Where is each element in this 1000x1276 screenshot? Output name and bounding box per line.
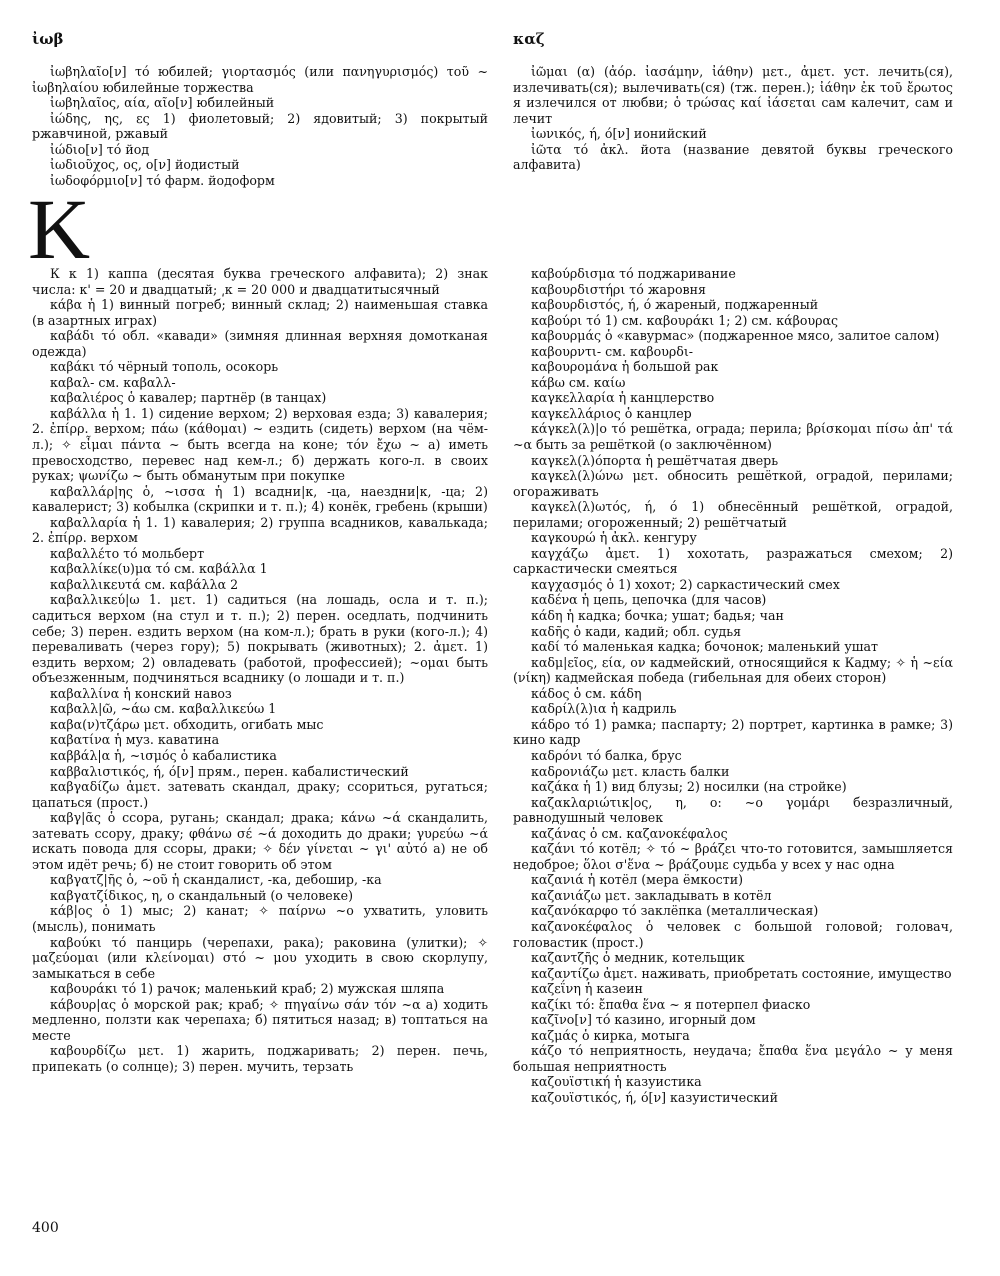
dictionary-entry: καζίκι τό: ἔπαθα ἕνα ~ я потерпел фиаско: [531, 996, 811, 1012]
dictionary-entry: κάβουρ|ας ὁ морской рак; краб; ✧ πηγαίνω σάν τόν ~α а) ходить медленно, ползти как черепаха; б) пятиться назад; в) топтаться на месте: [32, 996, 488, 1043]
dictionary-entry: καβαλλίνα ἡ конский навоз: [50, 685, 232, 701]
dictionary-entry: καζανόκαρφο τό заклёпка (металлическая): [531, 903, 819, 919]
dictionary-entry: καβουράκι τό 1) рачок; маленький краб; 2) мужская шляпа: [50, 981, 445, 997]
dictionary-entry: καβάδι τό обл. «кавади» (зимняя длинная верхняя домотканая одежда): [32, 328, 488, 359]
running-head-left: ἰωβ: [32, 30, 64, 48]
top-left-column: [32, 64, 488, 188]
top-right-column: [513, 64, 953, 173]
right-column: [513, 266, 953, 1106]
dictionary-entry: καγκουρώ ἡ ἀκλ. кенгуру: [531, 530, 697, 546]
dictionary-entry: καγκελ(λ)ώνω μετ. обносить решёткой, оградой, перилами; огораживать: [513, 468, 953, 499]
dictionary-entry: καβγαδίζω ἀμετ. затевать скандал, драку; ссориться, ругаться; цапаться (прост.): [32, 779, 488, 810]
dictionary-entry: καδρίλ(λ)ια ἡ кадриль: [531, 701, 677, 717]
dictionary-entry: καζμάς ὁ кирка, мотыга: [531, 1027, 690, 1043]
dictionary-entry: καβαλλικευτά см. καβάλλα 2: [50, 576, 239, 592]
dictionary-entry: κάβα ἡ 1) винный погреб; винный склад; 2) наименьшая ставка (в азартных играх): [32, 297, 488, 328]
dictionary-entry: καζεΐνη ἡ казеин: [531, 981, 643, 997]
dictionary-entry: καδῆς ὁ кади, кадий; обл. судья: [531, 623, 742, 639]
dictionary-entry: καγχασμός ὁ 1) хохот; 2) саркастический смех: [531, 576, 840, 592]
dictionary-entry: καδί τό маленькая кадка; бочонок; маленький ушат: [531, 639, 878, 655]
dictionary-entry: καζῖνο[ν] τό казино, игорный дом: [531, 1012, 756, 1028]
dictionary-entry: ἰωδιοῦχος, ος, ο[ν] йодистый: [50, 157, 240, 173]
dictionary-entry: καζάκα ἡ 1) вид блузы; 2) носилки (на стройке): [531, 779, 847, 795]
dictionary-entry: καβάκι τό чёрный тополь, осокорь: [50, 359, 279, 375]
dictionary-entry: καβαλιέρος ὁ кавалер; партнёр (в танцах): [50, 390, 327, 406]
dictionary-entry: ἰῶμαι (α) (ἀόρ. ἰασάμην, ἰάθην) μετ., ἀμετ. уст. лечить(ся), излечивать(ся); вылечивать(ся) (тж. перен.); ἰάθην ἐκ τοῦ ἔρωτος я излечился от любви; ὁ τρώσας καί ἰάσεται сам калечит, сам и лечит: [513, 64, 953, 126]
dictionary-entry: ἰώδης, ης, ες 1) фиолетовый; 2) ядовитый; 3) покрытый ржавчиной, ржавый: [32, 110, 488, 142]
dictionary-entry: καβατίνα ἡ муз. каватина: [50, 732, 220, 748]
dictionary-entry: καβγ|ᾶς ὁ ссора, ругань; скандал; драка; κάνω ~ά скандалить, затевать ссору, драку; φθάνω σέ ~ά доходить до драки; γυρεύω ~ά искать повода для ссоры, драки; ✧ δέν γίνεται ~ γι' αὐτό а) не об этом идёт речь; б) не стоит говорить об этом: [32, 810, 488, 872]
dictionary-entry: καβαλλάρ|ης ὁ, ~ισσα ἡ 1) всадни|к, -ца, наездни|к, -ца; 2) кавалерист; 3) кобылка (скрипки и т. п.); 4) конёк, гребень (крыши): [32, 483, 488, 515]
dictionary-entry: καβαλλικεύ|ω 1. μετ. 1) садиться (на лошадь, осла и т. п.); садиться верхом (на стул и т. п.); 2) перен. оседлать, подчинить себе; 3) перен. ездить верхом (на ком-л.); брать в руки (кого-л.); 4) переваливать (через гору); 5) покрывать (животных); 2. ἀμετ. 1) ездить верхом; 2) овладевать (работой, профессией); ~ομαι быть объезженным, подчиняться всаднику (о лошади и т. п.): [32, 592, 488, 686]
dictionary-entry: καδμ|εῖος, εία, ον кадмейский, относящийся к Кадму; ✧ ἡ ~εία (νίκη) кадмейская победа (гибельная для обеих сторон): [513, 654, 953, 686]
dictionary-entry: κάζο τό неприятность, неудача; ἔπαθα ἕνα μεγάλο ~ у меня большая неприятность: [513, 1043, 953, 1074]
dictionary-entry: κάβω см. καίω: [531, 374, 626, 390]
dictionary-entry: καββάλ|α ἡ, ~ισμός ὁ кабалистика: [50, 747, 277, 763]
dictionary-entry: καζανιά ἡ котёл (мера ёмкости): [531, 872, 743, 888]
dictionary-entry: καδένα ἡ цепь, цепочка (для часов): [531, 592, 767, 608]
dictionary-entry: καζανοκέφαλος ὁ человек с большой головой; головач, головастик (прост.): [513, 918, 953, 950]
dictionary-entry: ἰῶτα τό ἀκλ. йота (название девятой буквы греческого алфавита): [513, 141, 953, 173]
dictionary-entry: καζάνι τό котёл; ✧ τό ~ βράζει что-то готовится, замышляется недоброе; ὅλοι σ'ἕνα ~ βράζουμε судьба у всех у нас одна: [513, 841, 953, 872]
running-head-right: καζ: [513, 30, 545, 48]
dictionary-entry: καβαλλ|ῶ, ~άω см. καβαλλικεύω 1: [50, 701, 277, 717]
dictionary-entry: καδρόνι τό балка, брус: [531, 747, 682, 763]
dictionary-entry: καζάνας ὁ см. καζανοκέφαλος: [531, 825, 728, 841]
dictionary-entry: καβουρδίζω μετ. 1) жарить, поджаривать; 2) перен. печь, припекать (о солнце); 3) перен. мучить, терзать: [32, 1043, 488, 1074]
dictionary-entry: καδρονιάζω μετ. класть балки: [531, 763, 730, 779]
dictionary-entry: καζαντζῆς ὁ медник, котельщик: [531, 950, 745, 966]
dictionary-entry: ἰωδοφόρμιο[ν] τό фарм. йодоформ: [50, 172, 275, 188]
dictionary-entry: καγχάζω ἀμετ. 1) хохотать, разражаться смехом; 2) саркастически смеяться: [513, 545, 953, 577]
dictionary-entry: κάδος ὁ см. κάδη: [531, 685, 642, 701]
dictionary-entry: καζαντίζω ἀμετ. наживать, приобретать состояние, имущество: [531, 965, 952, 981]
dictionary-entry: καβαλλαρία ἡ 1. 1) кавалерия; 2) группа всадников, кавалькада; 2. ἐπίρρ. верхом: [32, 514, 488, 546]
dictionary-entry: καβγατζ|ῆς ὁ, ~οῦ ἡ скандалист, -ка, дебошир, -ка: [50, 872, 382, 888]
dictionary-entry: κάδρο τό 1) рамка; паспарту; 2) портрет, картинка в рамке; 3) кино кадр: [513, 716, 953, 748]
dictionary-entry: καγκελλάριος ὁ канцлер: [531, 405, 692, 421]
dictionary-entry: καβάλλα ἡ 1. 1) сидение верхом; 2) верховая езда; 3) кавалерия; 2. ἐπίρρ. верхом; πάω (κάθομαι) ~ ездить (сидеть) верхом (на чём-л.); ✧ εἶμαι πάντα ~ быть всегда на коне; τόν ἔχω ~ а) иметь превосходство, перевес над кем-л.; б) держать кого-л. в своих руках; ψωνίζω ~ быть обманутым при покупке: [32, 405, 488, 484]
dictionary-entry: καβαλ- см. καβαλλ-: [50, 374, 176, 390]
dictionary-entry: καβουρδιστός, ή, ό жареный, поджаренный: [531, 297, 819, 313]
dictionary-entry: καβουρδιστήρι τό жаровня: [531, 281, 706, 297]
dictionary-entry: καζακλαριώτικ|ος, η, ο: ~ο γομάρι безразличный, равнодушный человек: [513, 794, 953, 826]
dictionary-entry: К к 1) каппа (десятая буква греческого алфавита); 2) знак числа: κ' = 20 и двадцатый; ͵κ = 20 000 и двадцатитысячный: [32, 266, 488, 297]
left-column: [32, 266, 488, 1074]
dictionary-entry: ἰωβηλαῖος, αία, αῖο[ν] юбилейный: [50, 95, 275, 111]
dictionary-entry: καγκελ(λ)όπορτα ἡ решётчатая дверь: [531, 452, 779, 468]
dictionary-entry: καζουϊστικός, ή, ό[ν] казуистический: [531, 1089, 778, 1105]
dictionary-entry: ἰώδιο[ν] τό йод: [50, 141, 150, 157]
dictionary-entry: καγκελλαρία ἡ канцлерство: [531, 390, 715, 406]
dictionary-entry: καβούκι τό панцирь (черепахи, рака); раковина (улитки); ✧ μαζεύομαι (или κλείνομαι) στό ~ μου уходить в свою скорлупу, замыкаться в себе: [32, 934, 488, 981]
section-letter: K: [28, 181, 91, 277]
dictionary-entry: καβουρμάς ὁ «кавурмас» (поджаренное мясо, залитое салом): [531, 328, 940, 344]
page-number: 400: [32, 1220, 59, 1236]
dictionary-entry: κάγκελ(λ)|ο τό решётка, ограда; перила; βρίσκομαι πίσω ἀπ' τά ~α быть за решёткой (о заключённом): [513, 421, 953, 453]
dictionary-entry: καβαλλέτο τό мольберт: [50, 545, 205, 561]
dictionary-entry: κάβ|ος ὁ 1) мыс; 2) канат; ✧ παίρνω ~ο ухватить, уловить (мысль), понимать: [32, 903, 488, 934]
dictionary-entry: καζουϊστική ἡ казуистика: [531, 1074, 702, 1090]
dictionary-entry: καβα(ν)τζάρω μετ. обходить, огибать мыс: [50, 716, 324, 732]
dictionary-entry: κάδη ἡ кадка; бочка; ушат; бадья; чан: [531, 608, 784, 624]
dictionary-entry: καζανιάζω μετ. закладывать в котёл: [531, 887, 772, 903]
dictionary-entry: καβούρι τό 1) см. καβουράκι 1; 2) см. κάβουρας: [531, 312, 839, 328]
dictionary-entry: καβούρδισμα τό поджаривание: [531, 266, 736, 281]
dictionary-entry: καβουρντι- см. καβουρδι-: [531, 343, 694, 359]
dictionary-entry: καβουρομάνα ἡ большой рак: [531, 359, 719, 375]
dictionary-entry: καβγατζίδικος, η, ο скандальный (о человеке): [50, 887, 353, 903]
dictionary-entry: ἰωβηλαῖο[ν] τό юбилей; γιορτασμός (или πανηγυρισμός) τοῦ ~ ἰωβηλαίου юбилейные торжества: [32, 64, 488, 95]
dictionary-entry: καββαλιστικός, ή, ό[ν] прям., перен. кабалистический: [50, 763, 409, 779]
dictionary-entry: καβαλλίκε(υ)μα τό см. καβάλλα 1: [50, 561, 268, 577]
dictionary-entry: ἰωνικός, ή, ό[ν] ионийский: [531, 126, 707, 142]
dictionary-entry: καγκελ(λ)ωτός, ή, ό 1) обнесённый решёткой, оградой, перилами; огороженный; 2) решётчатый: [513, 499, 953, 530]
